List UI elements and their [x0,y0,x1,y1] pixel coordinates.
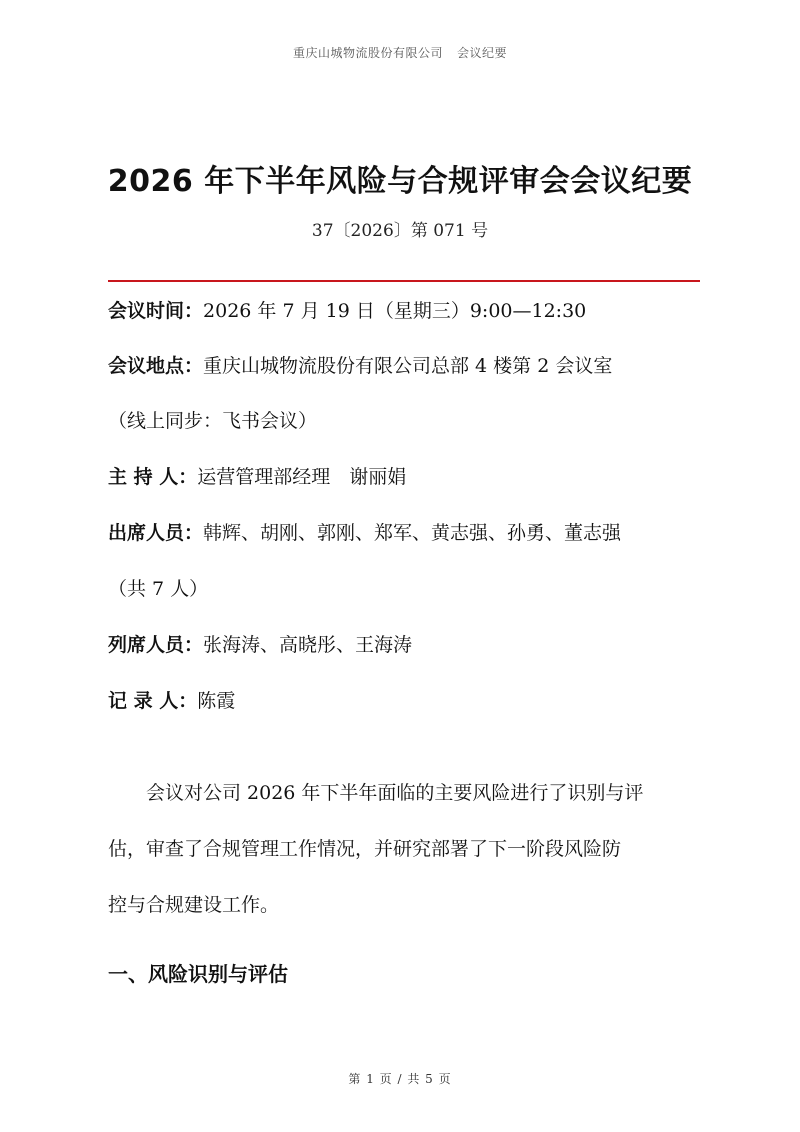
meeting-place-label: 会议地点： [108,355,204,377]
meeting-time-label: 会议时间： [108,300,204,322]
page-header [0,44,800,61]
host-value: 运营管理部经理 谢丽娟 [197,466,407,488]
host-label: 主 持 人： [108,466,198,488]
document-number: 37〔2026〕第 071 号 [311,221,489,241]
observers-value: 张海涛、高晓彤、王海涛 [203,634,413,656]
observers-label: 列席人员： [108,634,204,656]
recorder-value: 陈霞 [197,690,236,712]
attendees-line [108,519,708,547]
meeting-time-line [108,297,708,325]
recorder-line [108,687,708,715]
intro-paragraph-line: 控与合规建设工作。 [108,894,280,916]
attendees-continued: （共 7 人） [108,578,209,600]
page-footer: 第 1 页 / 共 5 页 [348,1072,452,1086]
intro-paragraph-line: 估，审查了合规管理工作情况，并研究部署了下一阶段风险防 [108,838,622,860]
meeting-time-value: 2026 年 7 月 19 日（星期三）9:00—12:30 [203,300,587,322]
meeting-place-continued: （线上同步：飞书会议） [108,410,318,432]
red-divider [108,280,700,282]
intro-paragraph-line: 会议对公司 2026 年下半年面临的主要风险进行了识别与评 [146,782,644,804]
recorder-label: 记 录 人： [108,690,198,712]
header-company: 重庆山城物流股份有限公司 [292,46,443,60]
header-doc-type: 会议纪要 [457,46,508,60]
attendees-label: 出席人员： [108,522,204,544]
section-heading: 一、风险识别与评估 [108,962,288,986]
document-title: 2026 年下半年风险与合规评审会会议纪要 [107,164,693,199]
meeting-place-value: 重庆山城物流股份有限公司总部 4 楼第 2 会议室 [203,355,613,377]
host-line [108,463,708,491]
attendees-value: 韩辉、胡刚、郭刚、郑军、黄志强、孙勇、董志强 [203,522,622,544]
observers-line [108,631,708,659]
meeting-place-line [108,352,708,380]
